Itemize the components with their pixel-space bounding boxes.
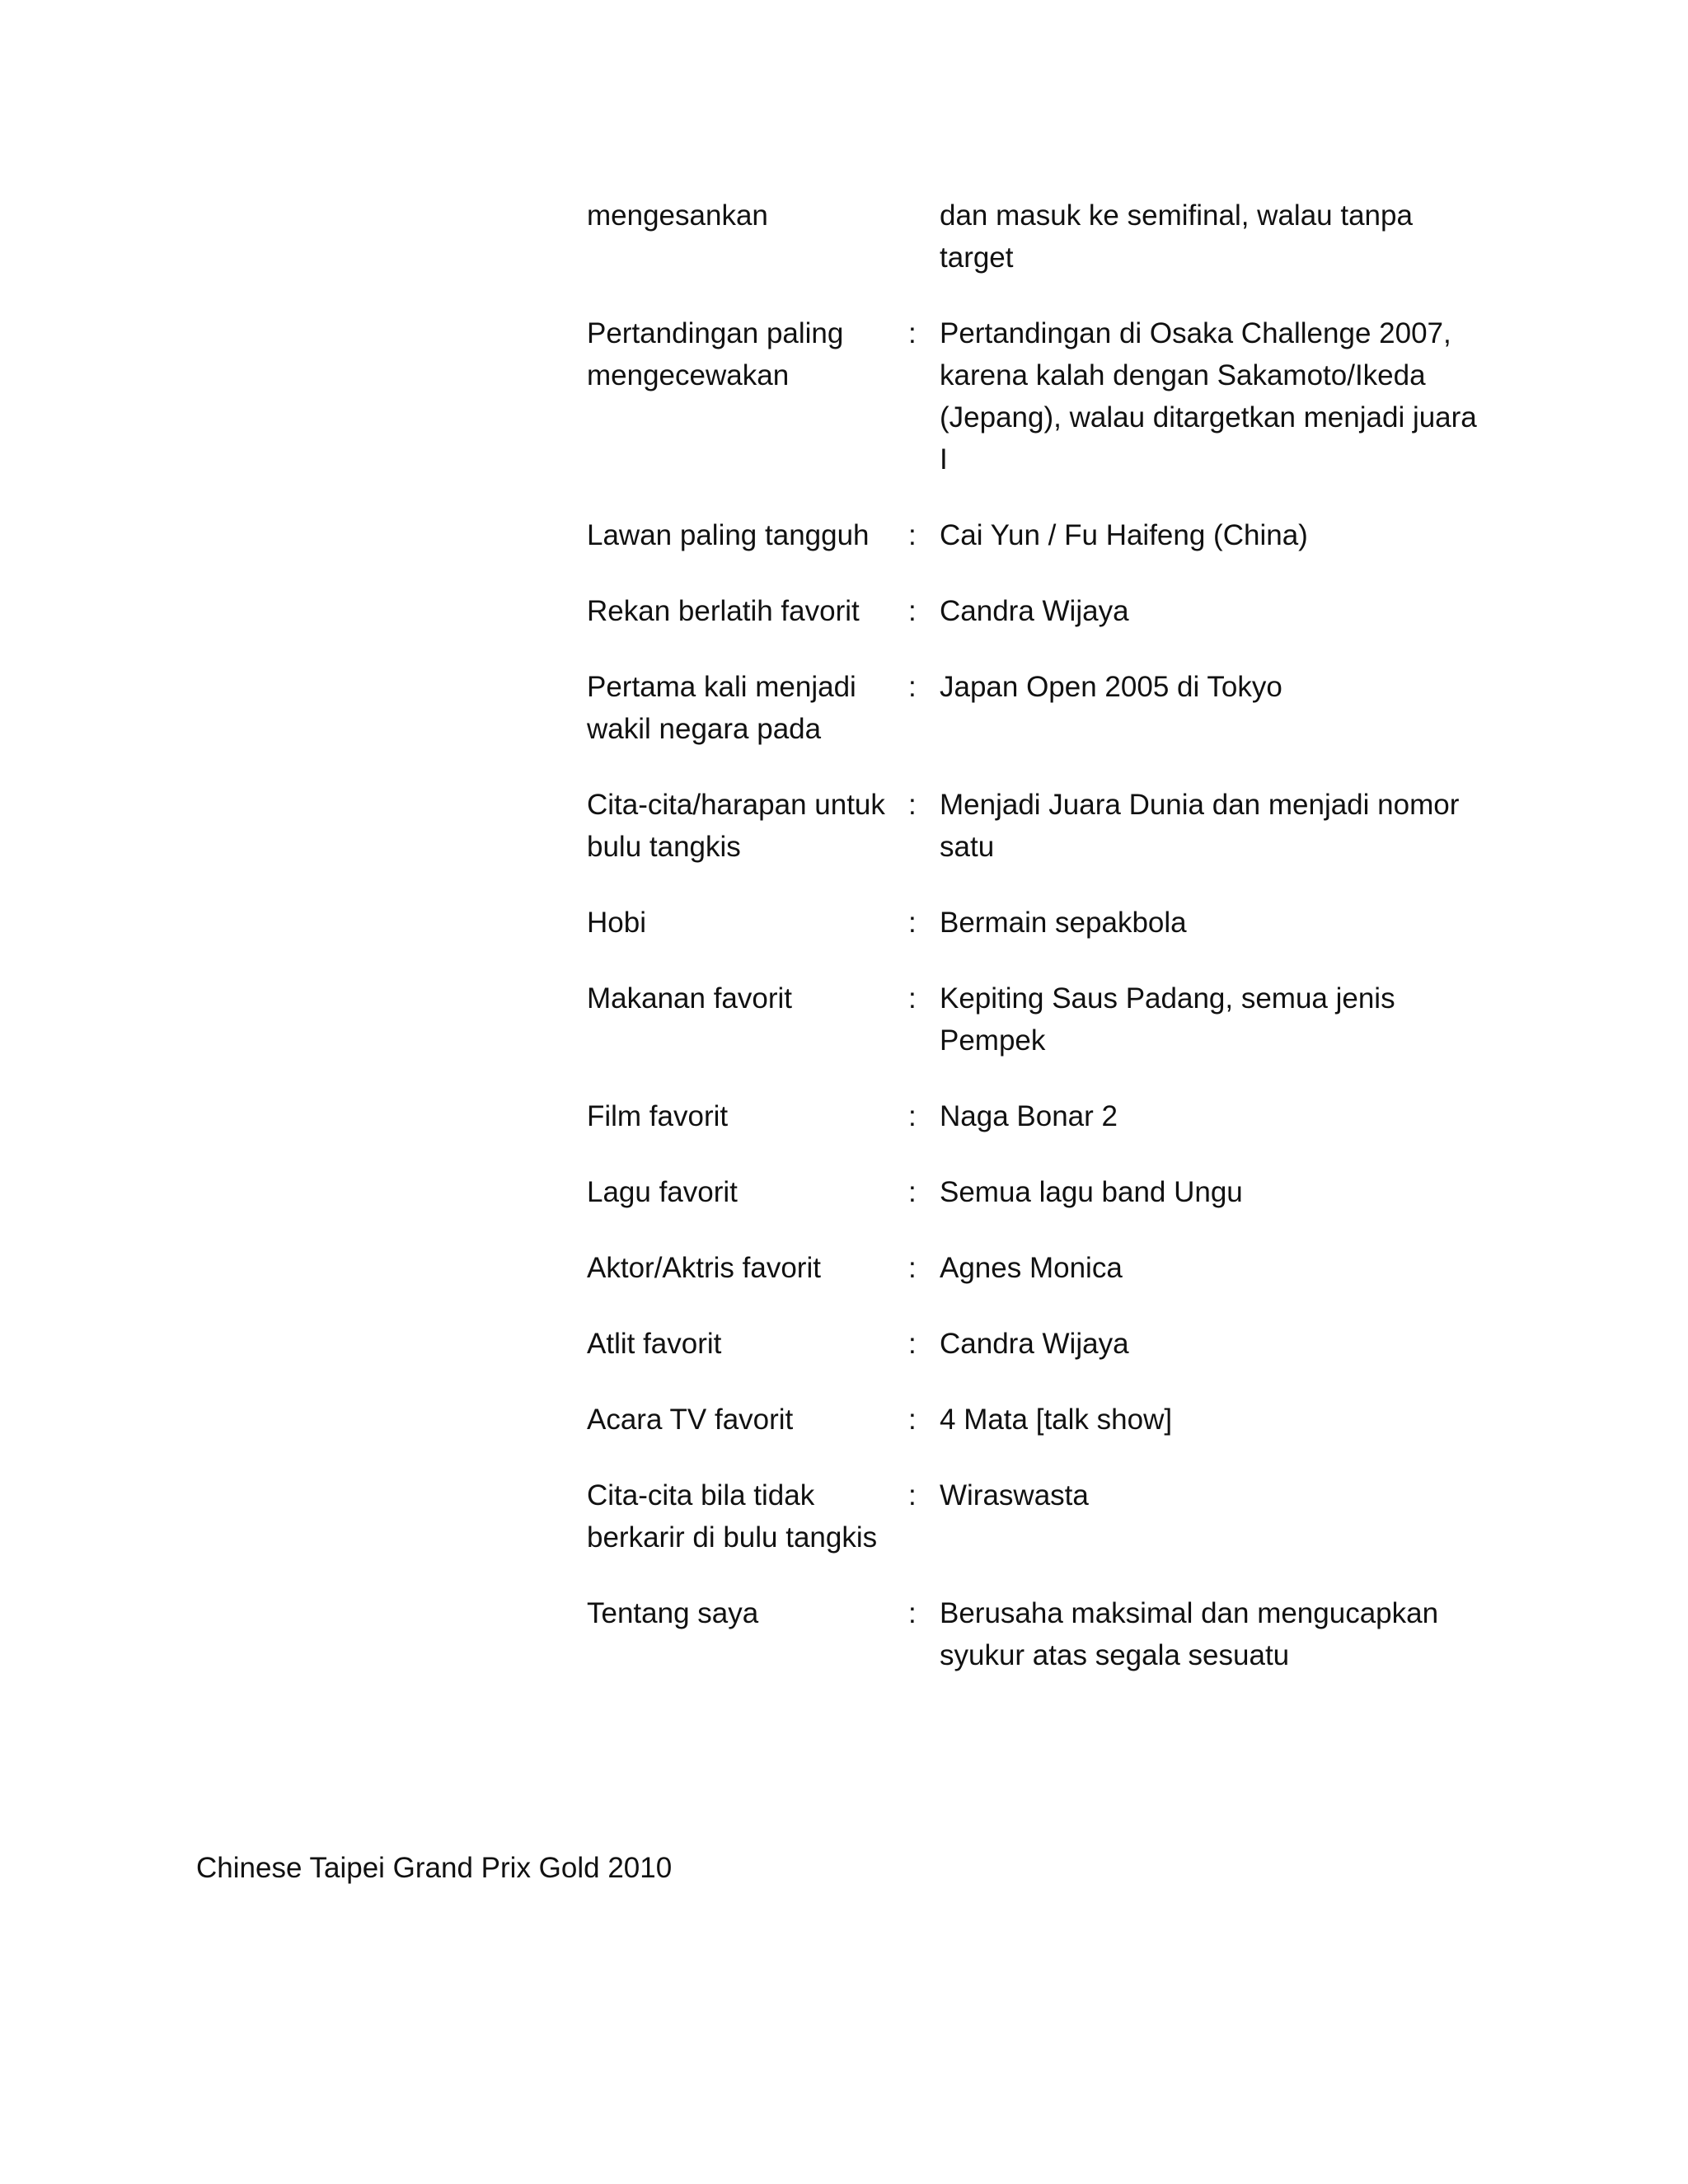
profile-table xyxy=(587,194,1485,1710)
row-separator: : xyxy=(908,1479,917,1511)
table-row xyxy=(587,312,1485,480)
table-row xyxy=(587,514,1485,556)
table-row xyxy=(587,1171,1485,1213)
row-label: Acara TV favorit xyxy=(587,1404,794,1436)
table-row xyxy=(587,1323,1485,1365)
row-value: 4 Mata [talk show] xyxy=(940,1404,1173,1436)
table-row xyxy=(587,1474,1485,1558)
table-row xyxy=(587,666,1485,750)
table-row xyxy=(587,590,1485,632)
row-value: Candra Wijaya xyxy=(940,1328,1129,1360)
row-label: Pertandingan paling mengecewakan xyxy=(587,317,844,391)
row-label: Cita-cita/harapan untuk bulu tangkis xyxy=(587,789,885,863)
row-separator: : xyxy=(908,907,917,939)
row-value: Candra Wijaya xyxy=(940,595,1129,627)
row-value: Bermain sepakbola xyxy=(940,907,1187,939)
table-row xyxy=(587,1095,1485,1137)
table-row xyxy=(587,1592,1485,1676)
row-label: Rekan berlatih favorit xyxy=(587,595,860,627)
section-heading: Chinese Taipei Grand Prix Gold 2010 xyxy=(196,1852,673,1884)
row-label: Makanan favorit xyxy=(587,982,793,1015)
row-value: Semua lagu band Ungu xyxy=(940,1176,1243,1208)
row-value: Kepiting Saus Padang, semua jenis Pempek xyxy=(940,982,1395,1057)
row-separator: : xyxy=(908,1252,917,1284)
row-label: Lawan paling tangguh xyxy=(587,519,870,551)
row-separator: : xyxy=(908,519,917,551)
row-label: Atlit favorit xyxy=(587,1328,722,1360)
row-value: Japan Open 2005 di Tokyo xyxy=(940,671,1282,703)
row-separator: : xyxy=(908,789,917,821)
table-row xyxy=(587,194,1485,279)
row-label: Lagu favorit xyxy=(587,1176,738,1208)
row-label: mengesankan xyxy=(587,199,768,232)
row-value: Pertandingan di Osaka Challenge 2007, karena kalah dengan Sakamoto/Ikeda (Jepang), walau ditargetkan menjadi juara I xyxy=(940,317,1477,476)
row-separator: : xyxy=(908,1328,917,1360)
row-separator: : xyxy=(908,317,917,349)
table-row xyxy=(587,784,1485,868)
table-row xyxy=(587,977,1485,1062)
row-separator: : xyxy=(908,982,917,1015)
row-label: Aktor/Aktris favorit xyxy=(587,1252,821,1284)
row-label: Cita-cita bila tidak berkarir di bulu tangkis xyxy=(587,1479,878,1554)
row-label: Film favorit xyxy=(587,1100,729,1132)
row-separator: : xyxy=(908,1100,917,1132)
row-label: Tentang saya xyxy=(587,1597,759,1629)
table-row xyxy=(587,1399,1485,1441)
row-separator: : xyxy=(908,1176,917,1208)
row-value: dan masuk ke semifinal, walau tanpa target xyxy=(940,199,1413,274)
row-value: Agnes Monica xyxy=(940,1252,1123,1284)
row-separator: : xyxy=(908,1404,917,1436)
table-row xyxy=(587,1247,1485,1289)
row-separator: : xyxy=(908,595,917,627)
row-value: Cai Yun / Fu Haifeng (China) xyxy=(940,519,1308,551)
row-separator: : xyxy=(908,671,917,703)
row-value: Naga Bonar 2 xyxy=(940,1100,1118,1132)
row-value: Wiraswasta xyxy=(940,1479,1089,1511)
row-value: Berusaha maksimal dan mengucapkan syukur atas segala sesuatu xyxy=(940,1597,1439,1671)
row-label: Hobi xyxy=(587,907,646,939)
row-separator: : xyxy=(908,1597,917,1629)
row-separator xyxy=(908,194,940,279)
row-label: Pertama kali menjadi wakil negara pada xyxy=(587,671,856,745)
row-value: Menjadi Juara Dunia dan menjadi nomor satu xyxy=(940,789,1460,863)
table-row xyxy=(587,902,1485,944)
